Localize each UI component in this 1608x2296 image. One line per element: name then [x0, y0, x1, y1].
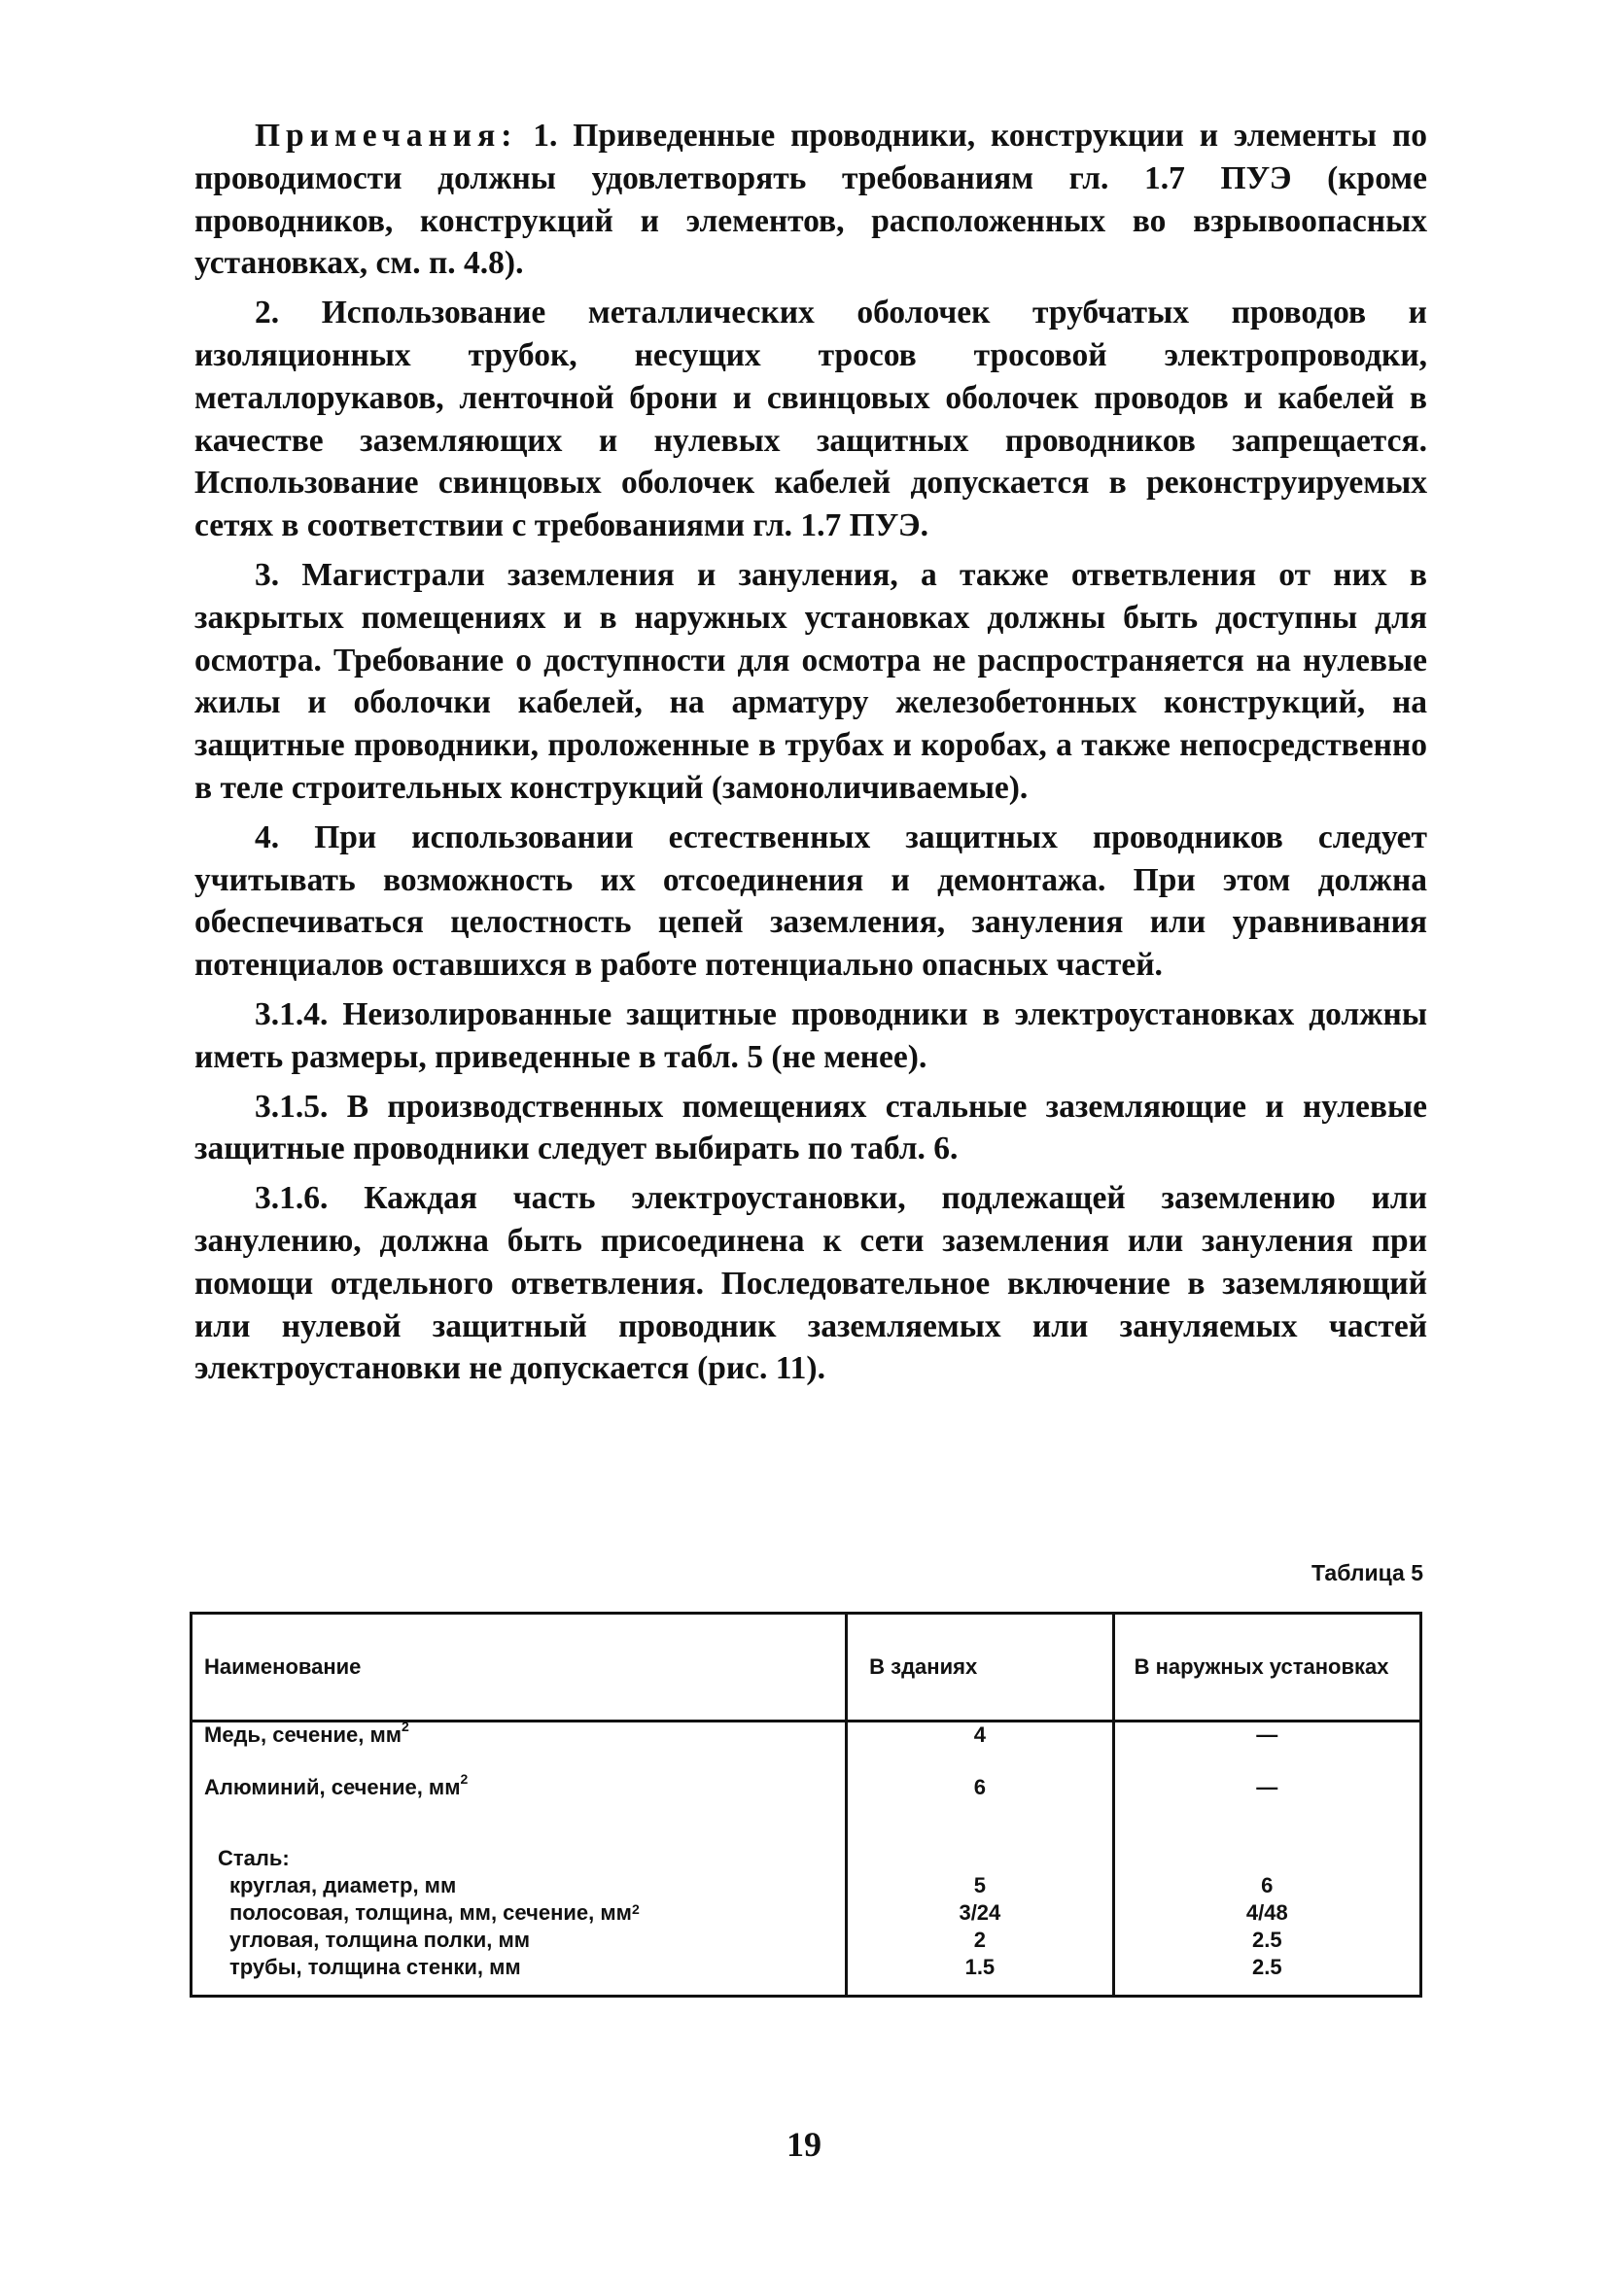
- table-row: [192, 1722, 1421, 1776]
- steel-buildings-value: 1.5: [964, 1955, 996, 1979]
- note-2: 2. Использование металлических оболочек трубчатых проводов и изоляционных трубок, несущих тросов тросовой электропроводки, металлорукавов, ленточной брони и свинцовых оболочек проводов и кабелей в качестве заземляющих и нулевых защитных проводников запрещается. Использование свинцовых оболочек кабелей допускается в реконструируемых сетях в соответствии с требованиями гл. 1.7 ПУЭ.: [194, 295, 1427, 544]
- steel-buildings-value: 3/24: [959, 1900, 1001, 1925]
- header-outdoor: В наружных установках: [1113, 1614, 1420, 1722]
- steel-item: угловая, толщина полки, мм: [229, 1928, 531, 1952]
- row-outdoor: —: [1113, 1775, 1420, 1845]
- conductor-size-table: [190, 1612, 1422, 1998]
- steel-buildings: [847, 1845, 1113, 1997]
- page-number: 19: [787, 2125, 821, 2164]
- note-1: [194, 115, 1427, 285]
- steel-outdoor-value: 2.5: [1252, 1955, 1282, 1979]
- steel-item: полосовая, толщина, мм, сечение, $мм^2$: [229, 1900, 640, 1925]
- steel-outdoor-value: 2.5: [1252, 1928, 1282, 1952]
- note-1-text: 1. Приведенные проводники, конструкции и элементы по проводимости должны удовлетворять требованиям гл. 1.7 ПУЭ (кроме проводников, конструкций и элементов, расположенных во взрывоопасных установках, см. п. 4.8).: [194, 118, 1427, 282]
- steel-outdoor-value: 6: [1261, 1873, 1274, 1897]
- steel-outdoor: [1113, 1845, 1420, 1997]
- note-4: 4. При использовании естественных защитных проводников следует учитывать возможность их отсоединения и демонтажа. При этом должна обеспечиваться целостность цепей заземления, зануления или уравнивания потенциалов оставшихся в работе потенциально опасных частей.: [194, 818, 1427, 984]
- steel-outdoor-value: 4/48: [1245, 1900, 1288, 1925]
- table-row-steel-group: [192, 1845, 1421, 1997]
- notes-label: Примечания:: [255, 118, 518, 154]
- note-3: 3. Магистрали заземления и зануления, а также ответвления от них в закрытых помещениях и в наружных установках должны быть доступны для осмотра. Требование о доступности для осмотра не распространяется на нулевые жилы и оболочки кабелей, на арматуру железобетонных конструкций, на защитные проводники, проложенные в трубах и коробах, а также непосредственно в теле строительных конструкций (замоноличиваемые).: [194, 556, 1427, 806]
- paragraph-3-1-5: 3.1.5. В производственных помещениях стальные заземляющие и нулевые защитные проводники следует выбирать по табл. 6.: [194, 1088, 1427, 1167]
- steel-buildings-value: 2: [973, 1928, 986, 1952]
- row-buildings: 6: [847, 1775, 1113, 1845]
- header-name: Наименование: [192, 1614, 847, 1722]
- table-caption: Таблица 5: [1311, 1560, 1423, 1585]
- header-buildings: В зданиях: [847, 1614, 1113, 1722]
- steel-buildings-value: 5: [973, 1873, 986, 1897]
- body-text: [194, 115, 1427, 1397]
- row-name: Алюминий, сечение, $мм^2$: [192, 1775, 847, 1845]
- steel-item: трубы, толщина стенки, мм: [229, 1955, 521, 1979]
- table-row: [192, 1775, 1421, 1845]
- steel-item: круглая, диаметр, мм: [229, 1873, 457, 1897]
- steel-names: [192, 1845, 847, 1997]
- paragraph-3-1-4: 3.1.4. Неизолированные защитные проводники в электроустановках должны иметь размеры, приведенные в табл. 5 (не менее).: [194, 995, 1427, 1075]
- paragraph-3-1-6: 3.1.6. Каждая часть электроустановки, подлежащей заземлению или занулению, должна быть присоединена к сети заземления или зануления при помощи отдельного ответвления. Последовательное включение в заземляющий или нулевой защитный проводник заземляемых или зануляемых частей электроустановки не допускается (рис. 11).: [194, 1180, 1427, 1387]
- steel-title: Сталь:: [218, 1846, 290, 1870]
- table-header-row: [192, 1614, 1421, 1722]
- row-outdoor: —: [1113, 1722, 1420, 1776]
- row-buildings: 4: [847, 1722, 1113, 1776]
- row-name: Медь, сечение, $мм^2$: [192, 1722, 847, 1776]
